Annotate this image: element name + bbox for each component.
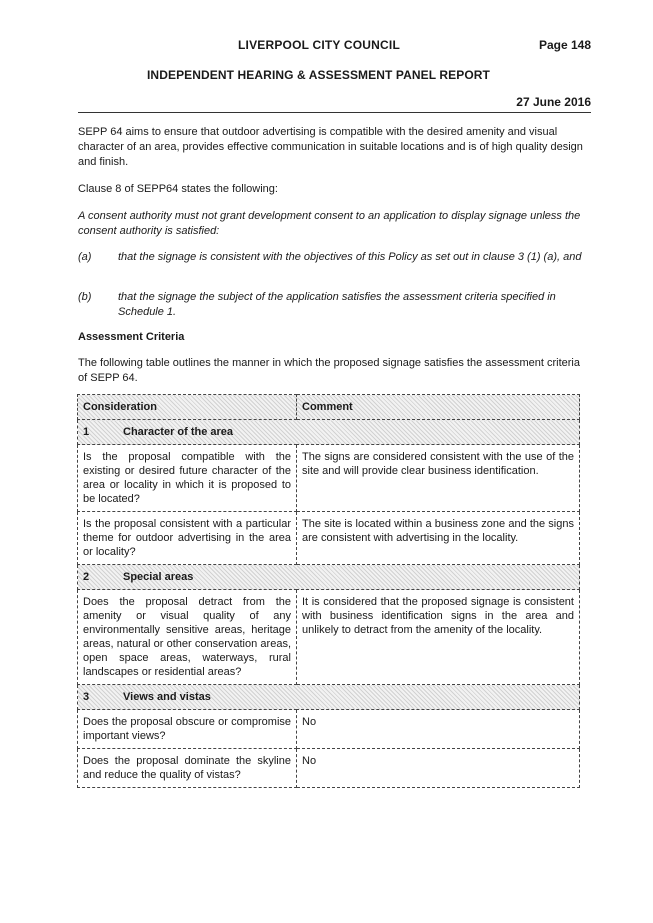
table-row bbox=[78, 445, 580, 512]
comment-cell: The site is located within a business zone and the signs are consistent with advertising in the locality. bbox=[297, 512, 580, 565]
consideration-cell: Is the proposal consistent with a particular theme for outdoor advertising in the area or locality? bbox=[78, 512, 297, 565]
clause-item-label: (a) bbox=[78, 251, 92, 263]
table-intro: The following table outlines the manner in which the proposed signage satisfies the assessment criteria of SEPP 64. bbox=[78, 357, 580, 384]
page-header bbox=[0, 38, 653, 54]
section-number: 3 bbox=[83, 691, 90, 703]
section-heading bbox=[78, 685, 580, 710]
clause-item-label: (b) bbox=[78, 291, 92, 303]
clause-item-text: that the signage is consistent with the objectives of this Policy as set out in clause 3 (1) (a), and bbox=[118, 251, 582, 263]
section-heading bbox=[78, 565, 580, 590]
council-name: LIVERPOOL CITY COUNCIL bbox=[238, 38, 400, 52]
header-divider bbox=[78, 112, 591, 113]
clause-quote: A consent authority must not grant development consent to an application to display signage unless the consent authority is satisfied: bbox=[78, 210, 581, 237]
section-number: 1 bbox=[83, 426, 90, 438]
clause-intro: Clause 8 of SEPP64 states the following: bbox=[78, 183, 278, 195]
clause-item-text: that the signage the subject of the application satisfies the assessment criteria specified in Schedule 1. bbox=[118, 291, 556, 318]
report-date: 27 June 2016 bbox=[516, 95, 591, 109]
section-title: Special areas bbox=[123, 571, 194, 583]
consideration-cell: Does the proposal dominate the skyline and reduce the quality of vistas? bbox=[78, 749, 297, 788]
table-header-row bbox=[78, 395, 580, 420]
assessment-table bbox=[77, 394, 580, 788]
column-header: Comment bbox=[297, 395, 580, 420]
report-title: INDEPENDENT HEARING & ASSESSMENT PANEL REPORT bbox=[147, 68, 490, 82]
consideration-cell: Does the proposal obscure or compromise important views? bbox=[78, 710, 297, 749]
assessment-heading: Assessment Criteria bbox=[78, 331, 185, 343]
consideration-cell: Does the proposal detract from the amenity or visual quality of any environmentally sensitive areas, heritage areas, natural or other conservation areas, open space areas, waterways, rural landscapes or residential areas? bbox=[78, 590, 297, 685]
comment-cell: It is considered that the proposed signage is consistent with business identification signs in the area and unlikely to detract from the amenity of the locality. bbox=[297, 590, 580, 685]
section-heading bbox=[78, 420, 580, 445]
section-number: 2 bbox=[83, 571, 90, 583]
comment-cell: No bbox=[297, 710, 580, 749]
comment-cell: No bbox=[297, 749, 580, 788]
section-row bbox=[78, 565, 580, 590]
comment-cell: The signs are considered consistent with the use of the site and will provide clear business identification. bbox=[297, 445, 580, 512]
section-title: Character of the area bbox=[123, 426, 234, 438]
table-row bbox=[78, 749, 580, 788]
table-row bbox=[78, 590, 580, 685]
consideration-cell: Is the proposal compatible with the existing or desired future character of the area or locality in which it is proposed to be located? bbox=[78, 445, 297, 512]
table-row bbox=[78, 710, 580, 749]
table-row bbox=[78, 512, 580, 565]
intro-paragraph: SEPP 64 aims to ensure that outdoor advertising is compatible with the desired amenity and visual character of an area, provides effective communication in suitable locations and is of high quality design and finish. bbox=[78, 126, 583, 168]
page-number: Page 148 bbox=[538, 38, 591, 52]
column-header: Consideration bbox=[78, 395, 297, 420]
section-row bbox=[78, 420, 580, 445]
section-title: Views and vistas bbox=[123, 691, 211, 703]
section-row bbox=[78, 685, 580, 710]
